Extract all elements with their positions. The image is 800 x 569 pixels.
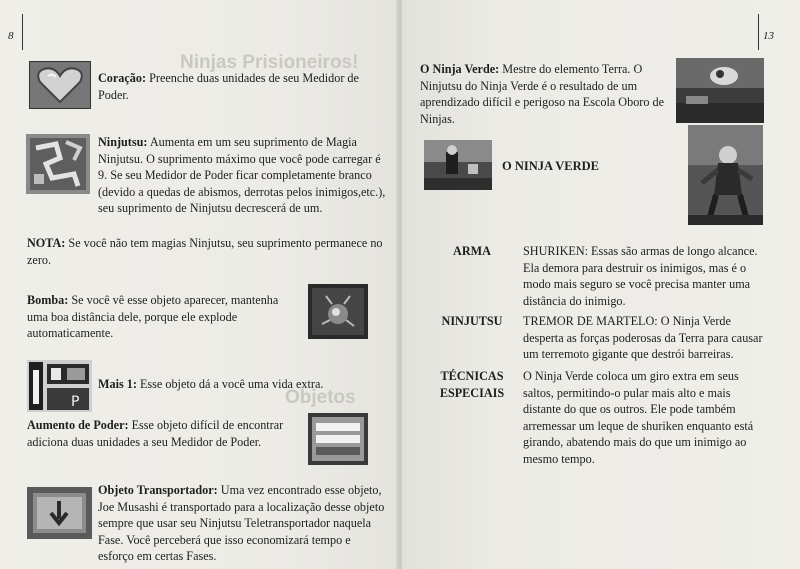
one-up-p-glyph: P [71, 394, 80, 410]
heart-item-icon [29, 61, 91, 109]
nota-title: NOTA: [27, 236, 66, 250]
transportador-text: Uma vez encontrado esse objeto, Joe Musashi é transportado para a localização desse objeto sempre que usar seu Ninjutsu Teletransportador naquela Fase. Você perceberá que isso economizará tempo e esforço em certas Fases. [98, 483, 385, 564]
transporter-item-icon [27, 487, 92, 539]
ninjutsu-paragraph [98, 134, 388, 217]
bomba-text: Se você vê esse objeto aparecer, mantenha uma boa distância dele, porque ele explode automaticamente. [27, 293, 279, 341]
left-page [0, 0, 398, 569]
bomb-item-icon [308, 284, 368, 339]
transportador-paragraph [98, 482, 388, 565]
ninjutsu-text: Aumenta em um seu suprimento de Magia Ninjutsu. O suprimento máximo que você pode carregar é 9. Se seu Medidor de Poder ficar completamente branco (devido a quedas de abismos, derrotas pelos inimigos,etc.), seu suprimento de Ninjutsu decrescerá de um. [98, 135, 386, 216]
coracao-paragraph [98, 70, 368, 103]
nota-paragraph [27, 235, 397, 268]
coracao-title: Coração: [98, 71, 147, 85]
ninjutsu-scroll-icon [26, 134, 90, 194]
row-label-ninjutsu: NINJUTSU [441, 314, 503, 328]
row-label-arma: ARMA [453, 244, 491, 258]
right-page [402, 0, 800, 569]
ninja-verde-heading: O NINJA VERDE [502, 159, 600, 173]
one-up-item-icon [27, 360, 92, 412]
mais1-title: Mais 1: [98, 377, 137, 391]
page-number-right: 13 [763, 30, 774, 42]
bomba-paragraph [27, 292, 302, 342]
aumento-paragraph [27, 417, 302, 450]
bleed-through-heading-2: Objetos [285, 387, 356, 408]
game-screenshot-left [424, 140, 492, 190]
bomba-title: Bomba: [27, 293, 69, 307]
page-margin-line-right [758, 14, 759, 50]
ninja-verde-intro-paragraph [420, 61, 670, 127]
row-text-ninjutsu: TREMOR DE MARTELO: O Ninja Verde desperta as forças poderosas da Terra para causar um terremoto gigante que destrói barreiras. [523, 314, 763, 362]
row-label-tecnicas-especiais: TÉCNICAS ESPECIAIS [439, 369, 505, 400]
coracao-text: Preenche duas unidades de seu Medidor de Poder. [98, 71, 359, 102]
aumento-title: Aumento de Poder: [27, 418, 129, 432]
row-text-arma: SHURIKEN: Essas são armas de longo alcance. Ela demora para destruir os inimigos, mas é o modo mais seguro se você precisa manter uma distância do inimigo. [523, 244, 758, 308]
bleed-through-heading: Ninjas Prisioneiros! [180, 52, 359, 73]
aumento-text: Esse objeto difícil de encontrar adiciona duas unidades a seu Medidor de Poder. [27, 418, 284, 449]
ninjutsu-title: Ninjutsu: [98, 135, 148, 149]
game-screenshot-top [676, 58, 764, 123]
nota-text: Se você não tem magias Ninjutsu, seu suprimento permanece no zero. [27, 236, 383, 267]
page-number-left: 8 [8, 30, 14, 42]
mais1-text: Esse objeto dá a você uma vida extra. [139, 377, 324, 391]
power-up-item-icon [308, 413, 368, 465]
ninja-verde-intro-title: O Ninja Verde: [420, 62, 500, 76]
mais1-paragraph [98, 376, 378, 393]
page-margin-line-left [22, 14, 23, 50]
green-ninja-character-image [688, 125, 763, 225]
row-text-tecnicas-especiais: O Ninja Verde coloca um giro extra em seus saltos, permitindo-o pular mais alto e mais distante do que os outros. Ele pode também arremessar um leque de shuriken enquanto está girando, abatendo mais do que um inimigo ao mesmo tempo. [523, 369, 754, 466]
ninja-verde-intro-text: Mestre do elemento Terra. O Ninjutsu do Ninja Verde é o resultado de um aprendizado difícil e perigoso na Escola Oboro de Ninjas. [420, 62, 664, 126]
transportador-title: Objeto Transportador: [98, 483, 218, 497]
